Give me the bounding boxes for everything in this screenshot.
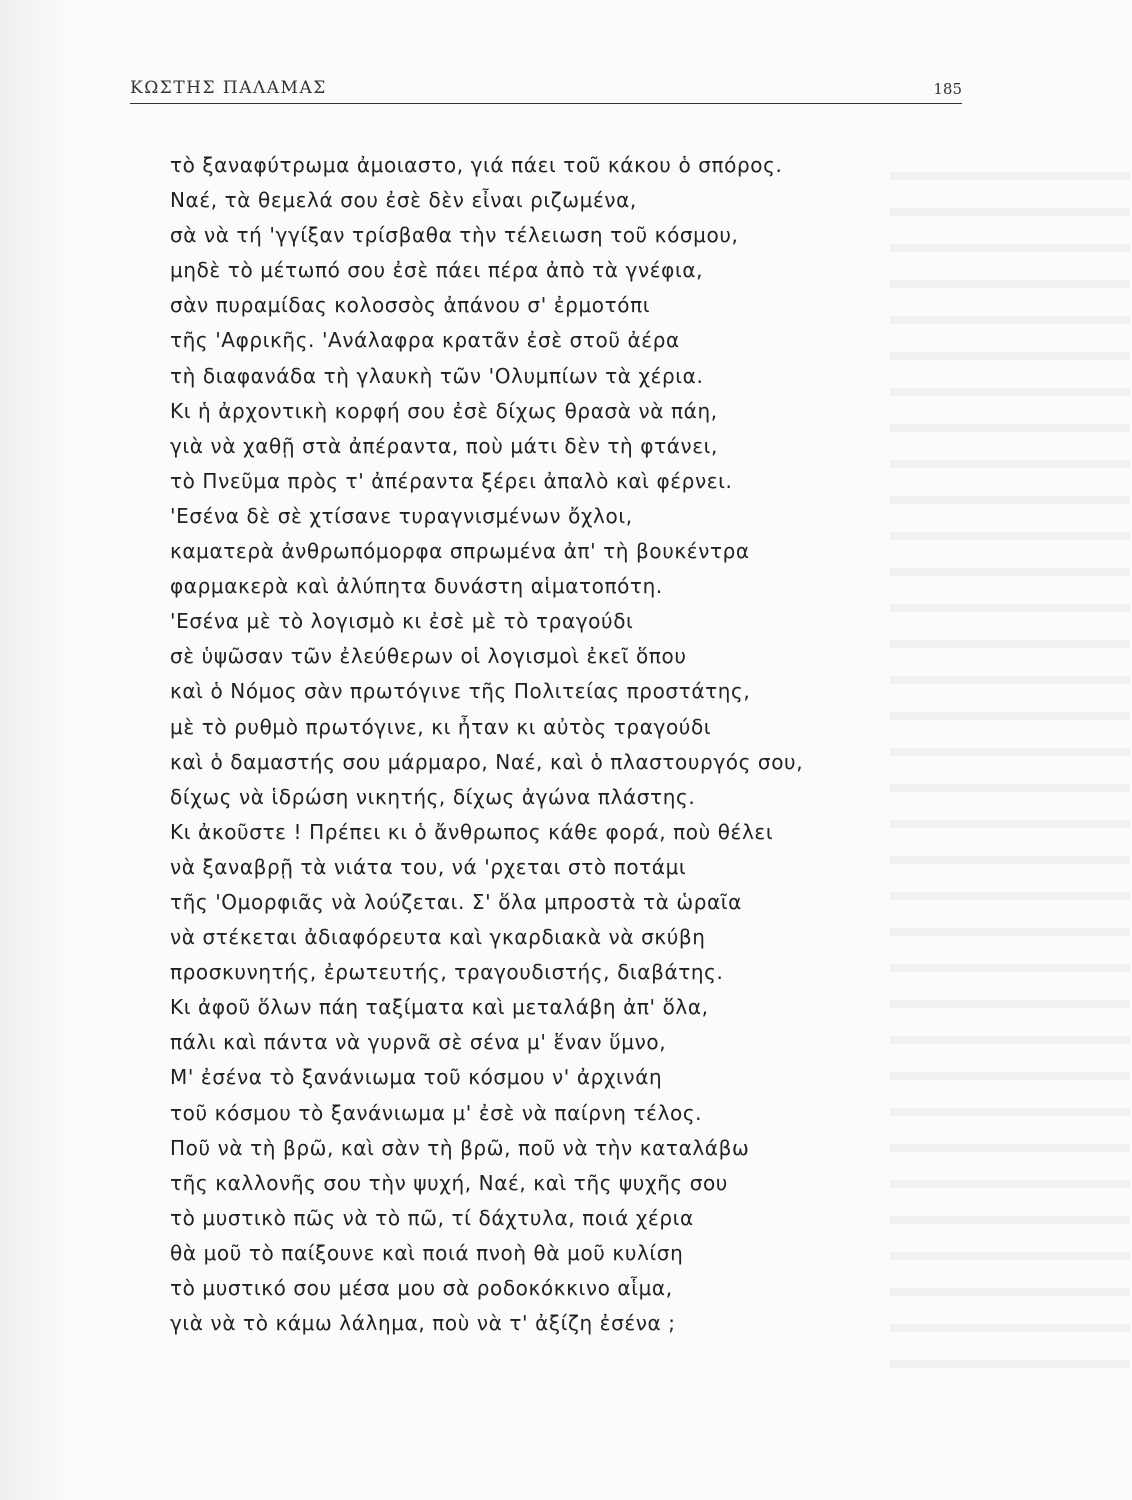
poem-line: τοῦ κόσμου τὸ ξανάνιωμα μ' ἐσὲ νὰ παίρνη τέλος.	[170, 1100, 703, 1125]
poem-line: Κι ἀκοῦστε ! Πρέπει κι ὁ ἄνθρωπος κάθε φορά, ποὺ θέλει	[170, 819, 774, 844]
page-number: 185	[933, 80, 962, 98]
poem-line: Κι ἀφοῦ ὅλων πάη ταξίματα καὶ μεταλάβη ἀπ' ὅλα,	[170, 995, 709, 1020]
poem-line: Ναέ, τὰ θεμελά σου ἐσὲ δὲν εἶναι ριζωμένα,	[170, 188, 637, 213]
poem-line: καὶ ὁ Νόμος σὰν πρωτόγινε τῆς Πολιτείας προστάτης,	[170, 679, 751, 704]
poem-line: θὰ μοῦ τὸ παίξουνε καὶ ποιά πνοὴ θὰ μοῦ κυλίση	[170, 1240, 684, 1265]
poem-line: τῆς καλλονῆς σου τὴν ψυχή, Ναέ, καὶ τῆς ψυχῆς σου	[170, 1170, 728, 1195]
poem-line: νὰ ξαναβρῇ τὰ νιάτα του, νά 'ρχεται στὸ ποτάμι	[170, 854, 687, 879]
poem-line: καὶ ὁ δαμαστής σου μάρμαρο, Ναέ, καὶ ὁ πλαστουργός σου,	[170, 749, 804, 774]
author-name: ΚΩΣΤΗΣ ΠΑΛΑΜΑΣ	[130, 78, 327, 98]
poem-line: σὲ ὑψῶσαν τῶν ἐλεύθερων οἱ λογισμοὶ ἐκεῖ ὅπου	[170, 644, 687, 669]
poem-line: τὸ μυστικό σου μέσα μου σὰ ροδοκόκκινο αἷμα,	[170, 1276, 673, 1300]
poem-line: μὲ τὸ ρυθμὸ πρωτόγινε, κι ἦταν κι αὐτὸς τραγούδι	[170, 714, 712, 739]
poem-line: Ποῦ νὰ τὴ βρῶ, καὶ σὰν τὴ βρῶ, ποῦ νὰ τὴν καταλάβω	[170, 1135, 750, 1160]
poem-line: τὴ διαφανάδα τὴ γλαυκὴ τῶν 'Ολυμπίων τὰ χέρια.	[170, 363, 704, 388]
poem-line: Κι ἡ ἀρχοντικὴ κορφή σου ἐσὲ δίχως θρασὰ νὰ πάη,	[170, 398, 718, 423]
running-head	[130, 74, 962, 104]
poem-line: 'Εσένα δὲ σὲ χτίσανε τυραγνισμένων ὄχλοι,	[170, 503, 633, 528]
header-rule	[130, 103, 962, 104]
poem-line: νὰ στέκεται ἀδιαφόρευτα καὶ γκαρδιακὰ νὰ σκύβη	[170, 925, 706, 950]
poem-line: γιὰ νὰ τὸ κάμω λάλημα, ποὺ νὰ τ' ἀξίζη ἐσένα ;	[170, 1311, 676, 1336]
poem-line: σὰν πυραμίδας κολοσσὸς ἀπάνου σ' ἐρμοτόπι	[170, 293, 651, 318]
poem-line: προσκυνητής, ἐρωτευτής, τραγουδιστής, διαβάτης.	[170, 960, 724, 985]
poem-line: τῆς 'Αφρικῆς. 'Ανάλαφρα κρατᾶν ἐσὲ στοῦ ἀέρα	[170, 328, 680, 353]
poem-line: καματερὰ ἀνθρωπόμορφα σπρωμένα ἀπ' τὴ βουκέντρα	[170, 539, 750, 564]
poem-text	[170, 148, 900, 1341]
poem-line: δίχως νὰ ἱδρώση νικητής, δίχως ἀγώνα πλάστης.	[170, 784, 696, 809]
poem-line: μηδὲ τὸ μέτωπό σου ἐσὲ πάει πέρα ἀπὸ τὰ γνέφια,	[170, 258, 704, 283]
poem-line: τῆς 'Ομορφιᾶς νὰ λούζεται. Σ' ὅλα μπροστὰ τὰ ὡραῖα	[170, 889, 742, 914]
poem-line: σὰ νὰ τή 'γγίξαν τρίσβαθα τὴν τέλειωση τοῦ κόσμου,	[170, 223, 739, 248]
facing-page-show-through	[890, 150, 1130, 1380]
poem-line: φαρμακερὰ καὶ ἀλύπητα δυνάστη αἱματοπότη.	[170, 574, 663, 599]
poem-line: πάλι καὶ πάντα νὰ γυρνᾶ σὲ σένα μ' ἕναν ὕμνο,	[170, 1030, 667, 1055]
poem-line: τὸ Πνεῦμα πρὸς τ' ἀπέραντα ξέρει ἀπαλὸ καὶ φέρνει.	[170, 468, 733, 493]
poem-line: τὸ μυστικὸ πῶς νὰ τὸ πῶ, τί δάχτυλα, ποιά χέρια	[170, 1205, 694, 1230]
poem-line: γιὰ νὰ χαθῇ στὰ ἀπέραντα, ποὺ μάτι δὲν τὴ φτάνει,	[170, 433, 719, 458]
poem-line: τὸ ξαναφύτρωμα ἀμοιαστο, γιά πάει τοῦ κάκου ὁ σπόρος.	[170, 153, 783, 177]
poem-line: 'Εσένα μὲ τὸ λογισμὸ κι ἐσὲ μὲ τὸ τραγούδι	[170, 609, 634, 634]
poem-line: Μ' ἐσένα τὸ ξανάνιωμα τοῦ κόσμου ν' ἀρχινάη	[170, 1065, 663, 1090]
